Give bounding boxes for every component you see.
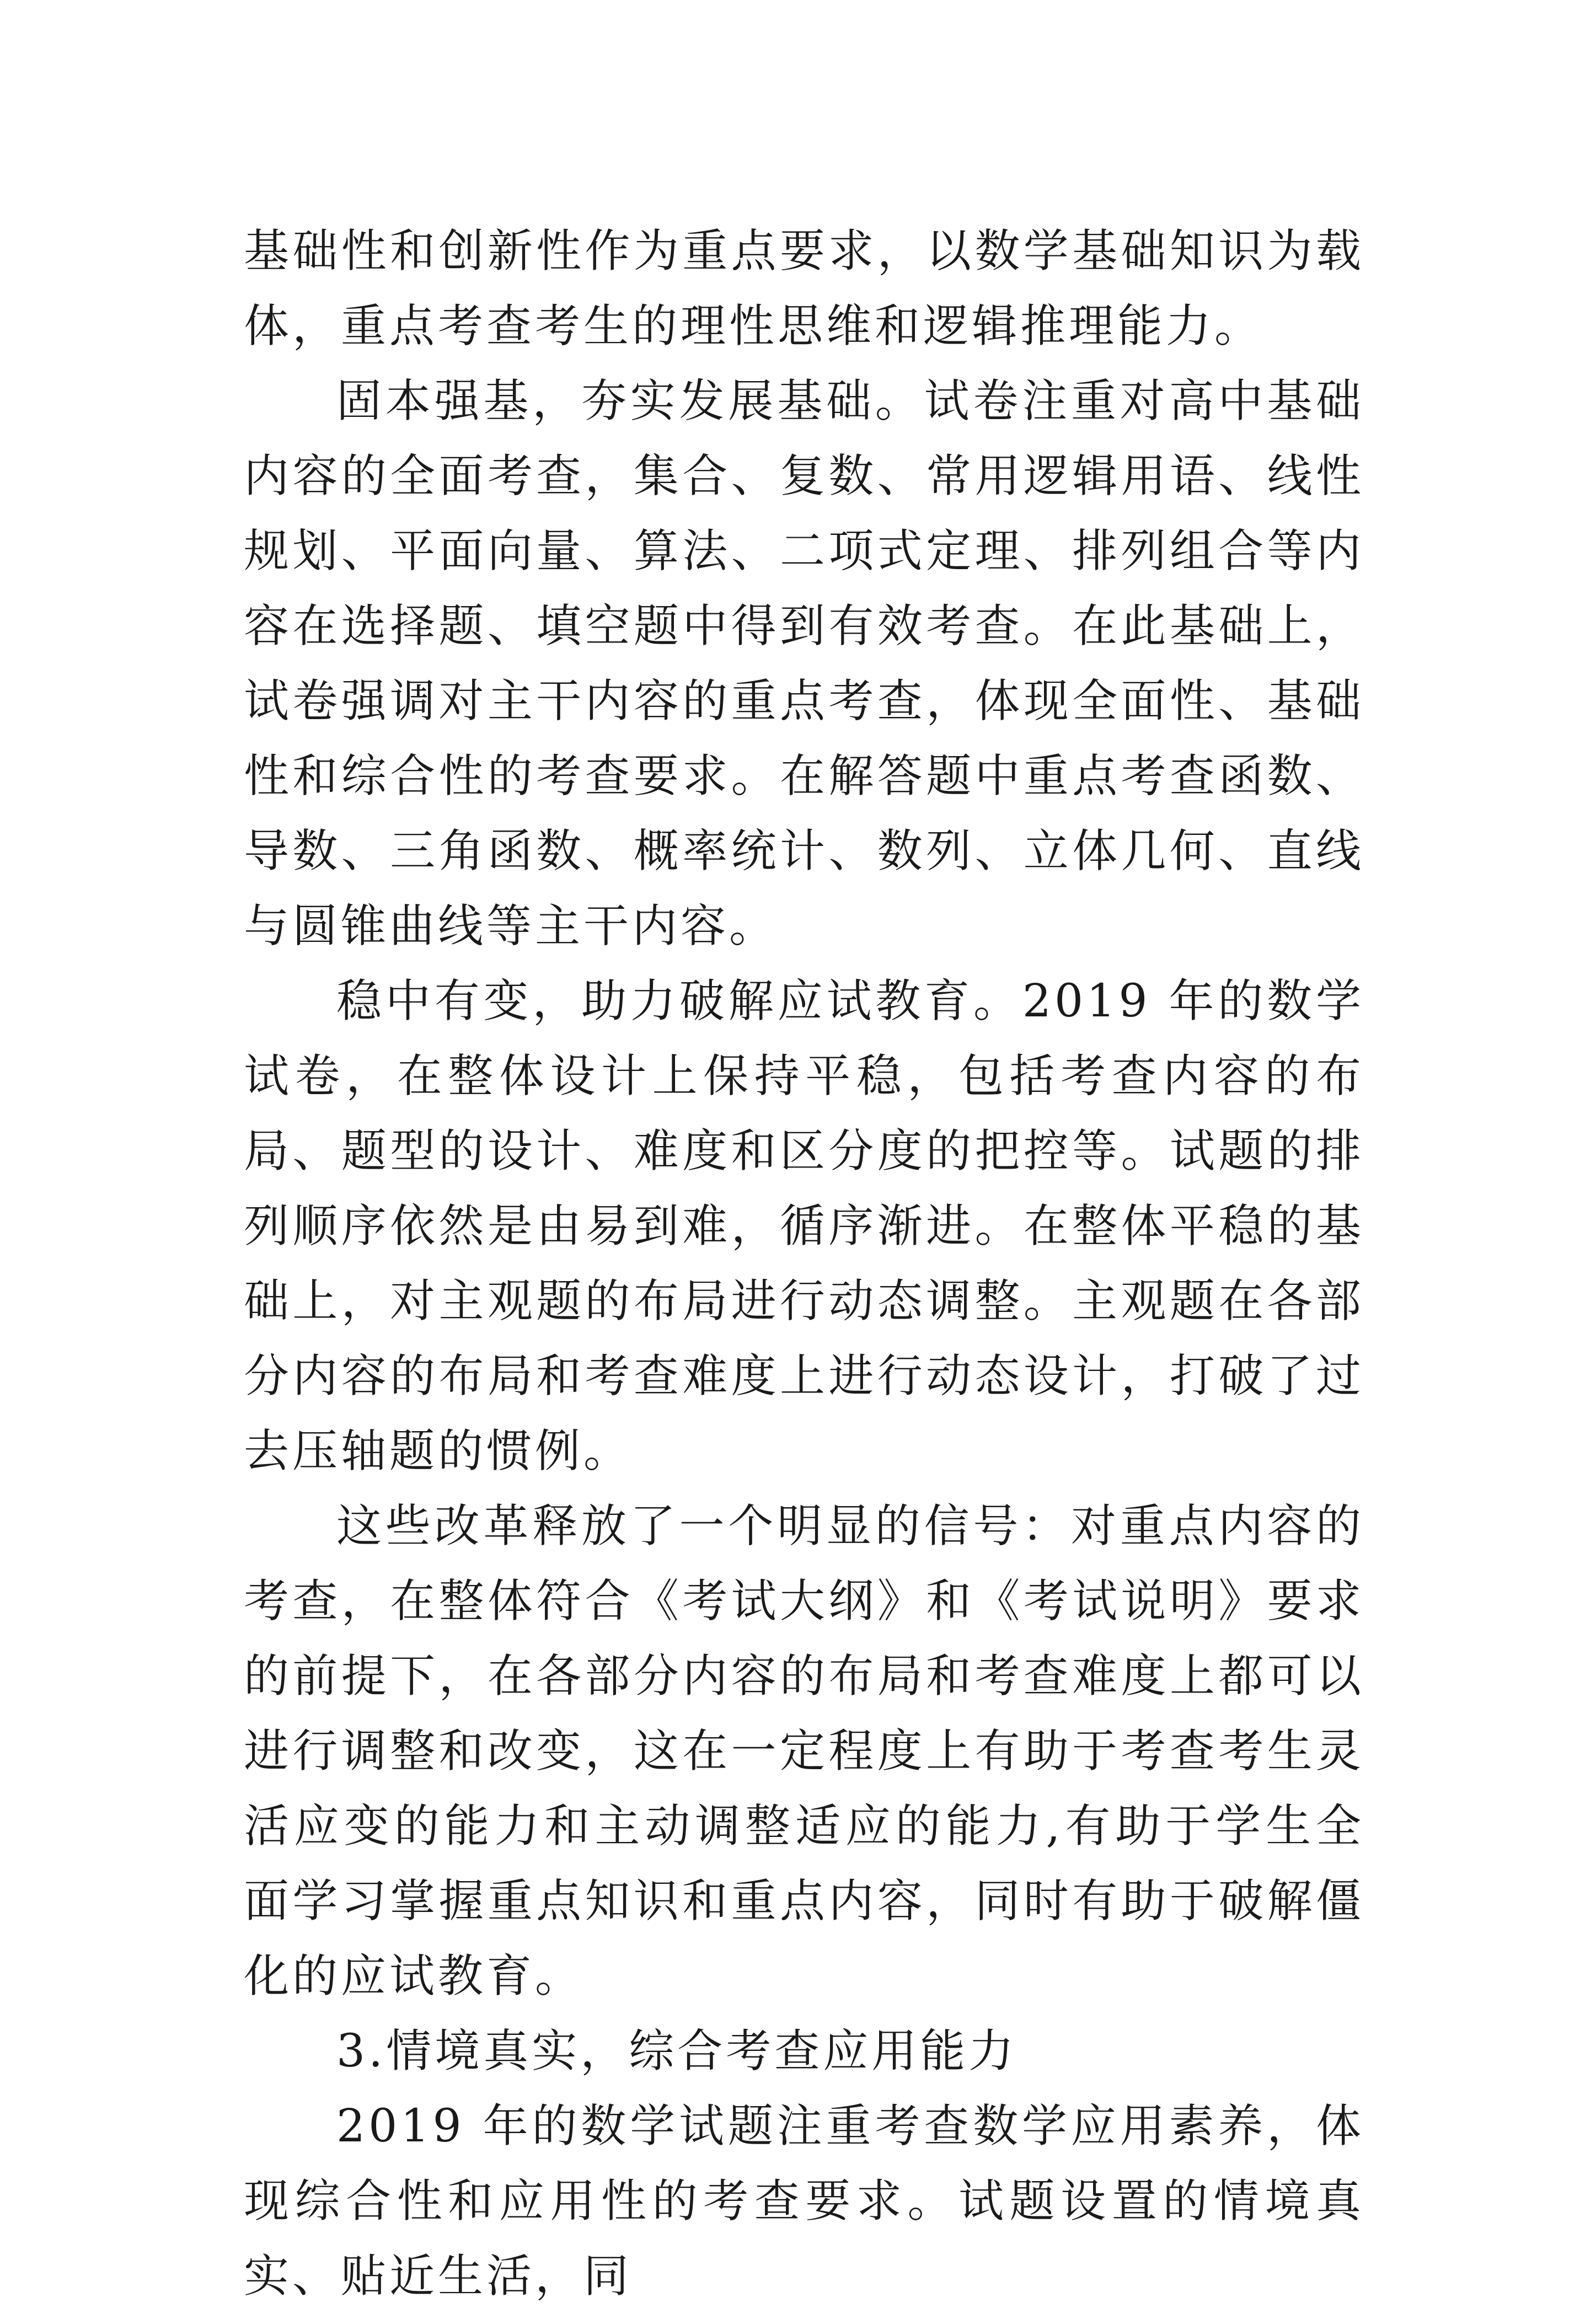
paragraph-reform-signal: 这些改革释放了一个明显的信号：对重点内容的考查，在整体符合《考试大纲》和《考试说明》要求的前提下，在各部分内容的布局和考查难度上都可以进行调整和改变，这在一定程度上有助于考查考生灵活应变的能力和主动调整适应的能力,有助于学生全面学习掌握重点知识和重点内容，同时有助于破解僵化的应试教育。 bbox=[244, 1500, 1364, 2002]
paragraph-application: 2019 年的数学试题注重考查数学应用素养，体现综合性和应用性的考查要求。试题设置的情境真实、贴近生活，同 bbox=[244, 2100, 1364, 2302]
paragraph-foundation: 固本强基，夯实发展基础。试卷注重对高中基础内容的全面考查，集合、复数、常用逻辑用语、线性规划、平面向量、算法、二项式定理、排列组合等内容在选择题、填空题中得到有效考查。在此基础上，试卷强调对主干内容的重点考查，体现全面性、基础性和综合性的考查要求。在解答题中重点考查函数、导数、三角函数、概率统计、数列、立体几何、直线与圆锥曲线等主干内容。 bbox=[244, 375, 1364, 952]
paragraph-stability-change: 稳中有变，助力破解应试教育。2019 年的数学试卷，在整体设计上保持平稳，包括考查内容的布局、题型的设计、难度和区分度的把控等。试题的排列顺序依然是由易到难，循序渐进。在整体平稳的基础上，对主观题的布局进行动态调整。主观题在各部分内容的布局和考查难度上进行动态设计，打破了过去压轴题的惯例。 bbox=[244, 975, 1364, 1477]
document-body bbox=[244, 214, 1364, 2314]
section-heading: 3.情境真实，综合考查应用能力 bbox=[336, 2025, 1017, 2077]
paragraph-continuation: 基础性和创新性作为重点要求，以数学基础知识为载体，重点考查考生的理性思维和逻辑推理能力。 bbox=[244, 225, 1364, 352]
